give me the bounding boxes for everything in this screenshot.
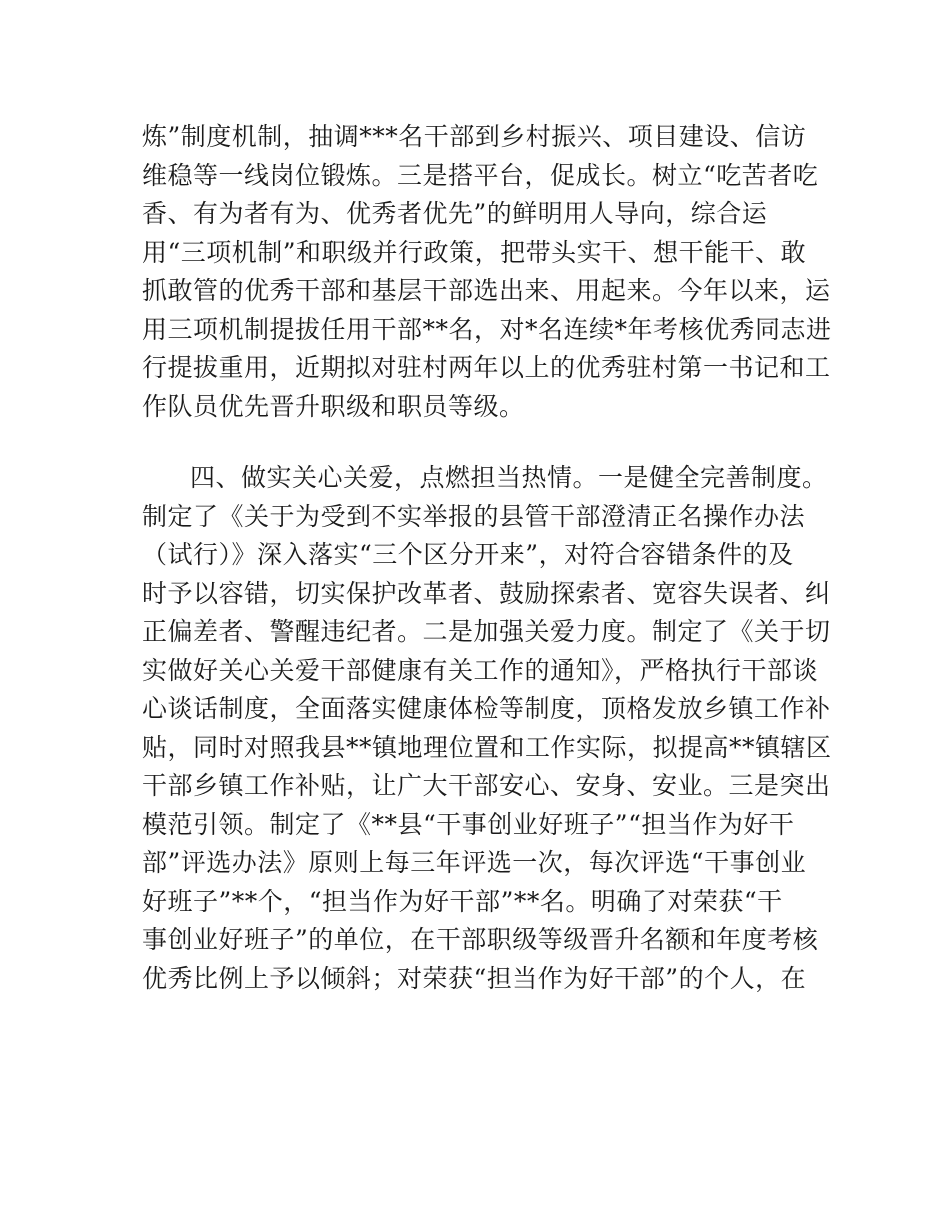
text-line: 炼”制度机制，抽调***名干部到乡村振兴、项目建设、信访 [142, 122, 807, 151]
text-line: 用三项机制提拔任用干部**名，对*名连续*年考核优秀同志进 [142, 314, 832, 344]
text-line: 好班子”**个，“担当作为好干部”**名。明确了对荣获“干 [142, 886, 783, 916]
text-line: 优秀比例上予以倾斜；对荣获“担当作为好干部”的个人，在 [142, 963, 807, 993]
text-line: 事创业好班子”的单位，在干部职级等级晋升名额和年度考核 [142, 925, 819, 954]
text-line: 制定了《关于为受到不实举报的县管干部澄清正名操作办法 [142, 501, 806, 531]
text-line: 抓敢管的优秀干部和基层干部选出来、用起来。今年以来，运 [142, 276, 831, 305]
text-line: 用“三项机制”和职级并行政策，把带头实干、想干能干、敢 [142, 237, 807, 267]
text-line: 实做好关心关爱干部健康有关工作的通知》，严格执行干部谈 [142, 655, 819, 685]
text-line: 行提拔重用，近期拟对驻村两年以上的优秀驻村第一书记和工 [142, 353, 831, 382]
text-line: 部”评选办法》原则上每三年评选一次，每次评选“干事创业 [142, 848, 807, 877]
text-line: 贴，同时对照我县**镇地理位置和工作实际，拟提高**镇辖区 [142, 732, 832, 762]
text-line: 作队员优先晋升职级和职员等级。 [142, 391, 525, 421]
text-line: 维稳等一线岗位锻炼。三是搭平台，促成长。树立“吃苦者吃 [142, 160, 819, 190]
text-line: 正偏差者、警醒违纪者。二是加强关爱力度。制定了《关于切 [142, 617, 831, 646]
text-line: （试行）》深入落实“三个区分开来”，对符合容错条件的及 [142, 540, 794, 569]
text-line: 时予以容错，切实保护改革者、鼓励探索者、宽容失误者、纠 [142, 578, 831, 608]
text-line: 干部乡镇工作补贴，让广大干部安心、安身、安业。三是突出 [142, 771, 831, 800]
paragraph-1 [142, 118, 832, 426]
text-line: 模范引领。制定了《**县“干事创业好班子”“担当作为好干 [142, 809, 795, 839]
text-line: 香、有为者有为、优秀者优先”的鲜明用人导向，综合运 [142, 199, 768, 228]
paragraph-2 [142, 459, 832, 998]
text-line: 心谈话制度，全面落实健康体检等制度，顶格发放乡镇工作补 [142, 694, 831, 723]
text-line: 四、做实关心关爱，点燃担当热情。一是健全完善制度。 [190, 463, 828, 492]
